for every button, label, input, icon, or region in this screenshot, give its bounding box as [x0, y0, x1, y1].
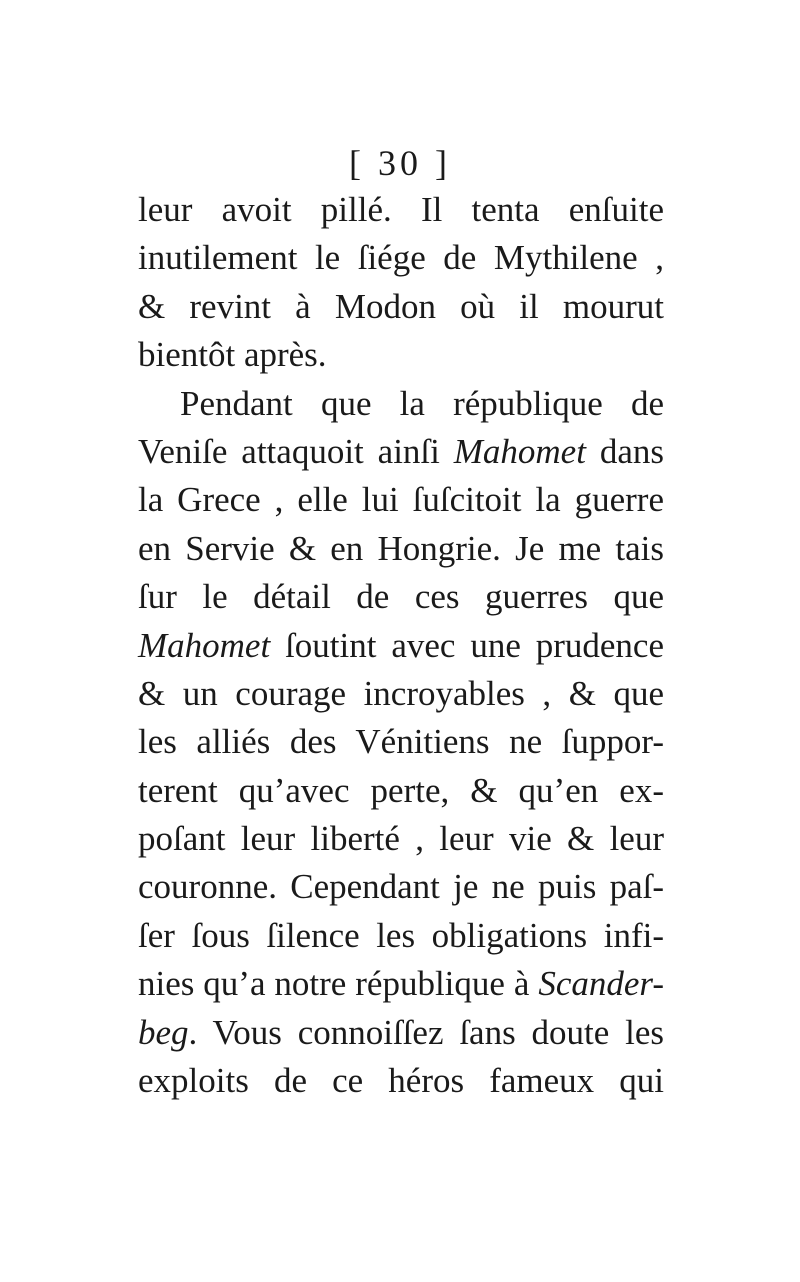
text-line [138, 622, 664, 670]
text-segment: dans [585, 431, 664, 471]
text-segment: Veniſe attaquoit ainſi [138, 431, 454, 471]
italic-name: Mahomet [453, 431, 586, 471]
text-segment: nies qu’a notre république à [138, 964, 539, 1004]
text-line: inutilement le ſiége de Mythilene , [138, 238, 664, 278]
italic-name: beg [138, 1012, 189, 1052]
text-segment: ſoutint avec une prudence [270, 625, 664, 665]
text-line: les alliés des Vénitiens ne ſuppor- [138, 722, 664, 762]
text-line: terent qu’avec perte, & qu’en ex- [138, 770, 664, 810]
text-line: Pendant que la république de [180, 383, 664, 423]
text-line: poſant leur liberté , leur vie & leur [138, 819, 664, 859]
text-line: bientôt après. [138, 335, 327, 375]
text-line: exploits de ce héros fameux qui [138, 1061, 664, 1101]
page-number: [ 30 ] [349, 143, 451, 183]
italic-name: Scander- [538, 964, 664, 1004]
text-line: couronne. Cependant je ne puis paſ- [138, 867, 664, 907]
text-line: & un courage incroyables , & que [138, 673, 664, 713]
text-line: ſur le détail de ces guerres que [138, 577, 664, 617]
text-segment: . Vous connoiſſez ſans doute les [188, 1012, 664, 1052]
body-text [138, 186, 664, 1105]
text-line [138, 1009, 664, 1057]
text-line: & revint à Modon où il mourut [138, 286, 664, 326]
text-line [138, 960, 664, 1008]
italic-name: Mahomet [138, 625, 271, 665]
text-line: en Servie & en Hongrie. Je me tais [138, 528, 664, 568]
text-line: ſer ſous ſilence les obligations infi- [138, 915, 664, 955]
text-line [138, 428, 664, 476]
text-line: la Grece , elle lui ſuſcitoit la guerre [138, 480, 664, 520]
text-line: leur avoit pillé. Il tenta enſuite [138, 190, 664, 229]
